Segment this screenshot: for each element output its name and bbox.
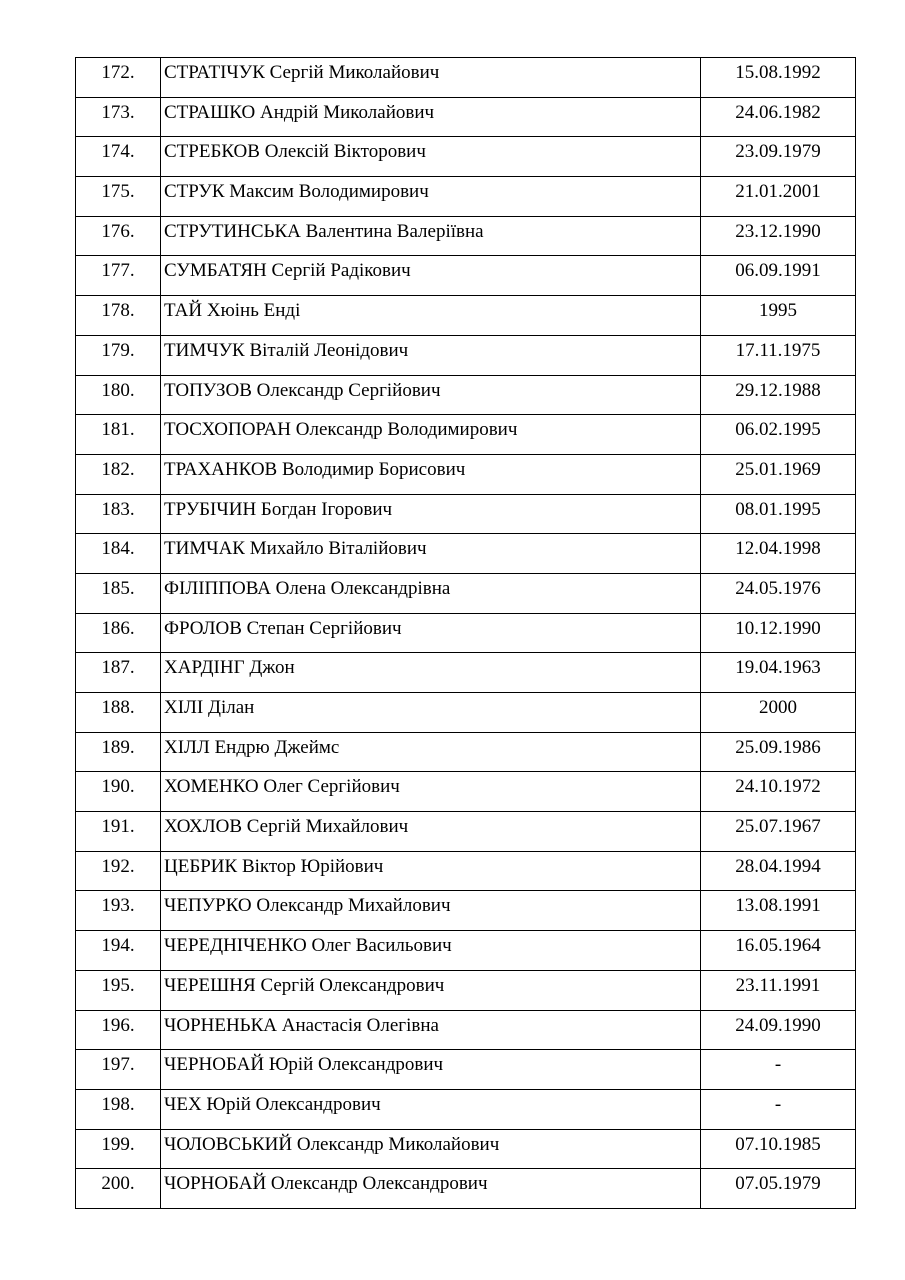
birthdate-cell: 28.04.1994 [701, 851, 856, 891]
table-row [76, 58, 856, 98]
person-name-cell: ТОСХОПОРАН Олександр Володимирович [161, 415, 701, 455]
person-name-cell: ЧОРНОБАЙ Олександр Олександрович [161, 1169, 701, 1209]
person-name-cell: ЧЕПУРКО Олександр Михайлович [161, 891, 701, 931]
birthdate-cell: 23.09.1979 [701, 137, 856, 177]
row-number-cell: 195. [76, 970, 161, 1010]
person-name-cell: ЧЕХ Юрій Олександрович [161, 1089, 701, 1129]
row-number-cell: 183. [76, 494, 161, 534]
table-row [76, 177, 856, 217]
birthdate-cell: 1995 [701, 296, 856, 336]
person-name-cell: ЧЕРЕШНЯ Сергій Олександрович [161, 970, 701, 1010]
birthdate-cell: 08.01.1995 [701, 494, 856, 534]
row-number-cell: 197. [76, 1050, 161, 1090]
birthdate-cell: 12.04.1998 [701, 534, 856, 574]
person-name-cell: ТАЙ Хюінь Енді [161, 296, 701, 336]
person-name-cell: ХАРДІНГ Джон [161, 653, 701, 693]
person-name-cell: ЧЕРЕДНІЧЕНКО Олег Васильович [161, 931, 701, 971]
row-number-cell: 199. [76, 1129, 161, 1169]
person-name-cell: ТОПУЗОВ Олександр Сергійович [161, 375, 701, 415]
table-row [76, 494, 856, 534]
row-number-cell: 200. [76, 1169, 161, 1209]
person-name-cell: ЧОРНЕНЬКА Анастасія Олегівна [161, 1010, 701, 1050]
row-number-cell: 194. [76, 931, 161, 971]
table-row [76, 1089, 856, 1129]
birthdate-cell: 25.09.1986 [701, 732, 856, 772]
birthdate-cell: 2000 [701, 693, 856, 733]
birthdate-cell: 25.01.1969 [701, 454, 856, 494]
row-number-cell: 188. [76, 693, 161, 733]
row-number-cell: 175. [76, 177, 161, 217]
person-name-cell: ХІЛЛ Ендрю Джеймс [161, 732, 701, 772]
row-number-cell: 184. [76, 534, 161, 574]
person-name-cell: ЧОЛОВСЬКИЙ Олександр Миколайович [161, 1129, 701, 1169]
birthdate-cell: 06.09.1991 [701, 256, 856, 296]
row-number-cell: 176. [76, 216, 161, 256]
roster-table [75, 57, 856, 1209]
table-row [76, 1169, 856, 1209]
table-row [76, 732, 856, 772]
person-name-cell: ЧЕРНОБАЙ Юрій Олександрович [161, 1050, 701, 1090]
person-name-cell: ТИМЧУК Віталій Леонідович [161, 335, 701, 375]
birthdate-cell: 17.11.1975 [701, 335, 856, 375]
person-name-cell: ФІЛІППОВА Олена Олександрівна [161, 573, 701, 613]
table-row [76, 375, 856, 415]
row-number-cell: 177. [76, 256, 161, 296]
row-number-cell: 172. [76, 58, 161, 98]
row-number-cell: 182. [76, 454, 161, 494]
person-name-cell: ХІЛІ Ділан [161, 693, 701, 733]
person-name-cell: СТРАТІЧУК Сергій Миколайович [161, 58, 701, 98]
person-name-cell: ЦЕБРИК Віктор Юрійович [161, 851, 701, 891]
row-number-cell: 196. [76, 1010, 161, 1050]
row-number-cell: 178. [76, 296, 161, 336]
person-name-cell: ФРОЛОВ Степан Сергійович [161, 613, 701, 653]
birthdate-cell: 21.01.2001 [701, 177, 856, 217]
table-row [76, 1050, 856, 1090]
table-row [76, 454, 856, 494]
table-row [76, 335, 856, 375]
person-name-cell: ТРАХАНКОВ Володимир Борисович [161, 454, 701, 494]
birthdate-cell: 24.09.1990 [701, 1010, 856, 1050]
row-number-cell: 192. [76, 851, 161, 891]
birthdate-cell: 10.12.1990 [701, 613, 856, 653]
table-row [76, 415, 856, 455]
table-row [76, 970, 856, 1010]
table-row [76, 216, 856, 256]
row-number-cell: 181. [76, 415, 161, 455]
table-row [76, 1010, 856, 1050]
birthdate-cell: 06.02.1995 [701, 415, 856, 455]
table-row [76, 573, 856, 613]
birthdate-cell: 24.06.1982 [701, 97, 856, 137]
row-number-cell: 179. [76, 335, 161, 375]
birthdate-cell: 13.08.1991 [701, 891, 856, 931]
table-row [76, 534, 856, 574]
row-number-cell: 193. [76, 891, 161, 931]
table-row [76, 931, 856, 971]
roster-body [76, 58, 856, 1209]
person-name-cell: СТРУК Максим Володимирович [161, 177, 701, 217]
table-row [76, 653, 856, 693]
row-number-cell: 190. [76, 772, 161, 812]
table-row [76, 812, 856, 852]
birthdate-cell: 24.10.1972 [701, 772, 856, 812]
table-row [76, 772, 856, 812]
birthdate-cell: 24.05.1976 [701, 573, 856, 613]
person-name-cell: ТИМЧАК Михайло Віталійович [161, 534, 701, 574]
birthdate-cell: 15.08.1992 [701, 58, 856, 98]
person-name-cell: СУМБАТЯН Сергій Радікович [161, 256, 701, 296]
table-row [76, 137, 856, 177]
table-row [76, 891, 856, 931]
row-number-cell: 173. [76, 97, 161, 137]
table-row [76, 851, 856, 891]
row-number-cell: 198. [76, 1089, 161, 1129]
row-number-cell: 185. [76, 573, 161, 613]
birthdate-cell: 25.07.1967 [701, 812, 856, 852]
person-name-cell: ТРУБІЧИН Богдан Ігорович [161, 494, 701, 534]
birthdate-cell: 19.04.1963 [701, 653, 856, 693]
table-row [76, 693, 856, 733]
birthdate-cell: 07.05.1979 [701, 1169, 856, 1209]
person-name-cell: ХОХЛОВ Сергій Михайлович [161, 812, 701, 852]
birthdate-cell: 29.12.1988 [701, 375, 856, 415]
row-number-cell: 191. [76, 812, 161, 852]
person-name-cell: СТРЕБКОВ Олексій Вікторович [161, 137, 701, 177]
person-name-cell: СТРУТИНСЬКА Валентина Валеріївна [161, 216, 701, 256]
row-number-cell: 186. [76, 613, 161, 653]
table-row [76, 97, 856, 137]
row-number-cell: 174. [76, 137, 161, 177]
birthdate-cell: - [701, 1089, 856, 1129]
birthdate-cell: 23.11.1991 [701, 970, 856, 1010]
row-number-cell: 187. [76, 653, 161, 693]
birthdate-cell: 23.12.1990 [701, 216, 856, 256]
row-number-cell: 189. [76, 732, 161, 772]
birthdate-cell: - [701, 1050, 856, 1090]
table-row [76, 256, 856, 296]
table-row [76, 296, 856, 336]
row-number-cell: 180. [76, 375, 161, 415]
person-name-cell: ХОМЕНКО Олег Сергійович [161, 772, 701, 812]
birthdate-cell: 16.05.1964 [701, 931, 856, 971]
birthdate-cell: 07.10.1985 [701, 1129, 856, 1169]
person-name-cell: СТРАШКО Андрій Миколайович [161, 97, 701, 137]
table-row [76, 1129, 856, 1169]
table-row [76, 613, 856, 653]
